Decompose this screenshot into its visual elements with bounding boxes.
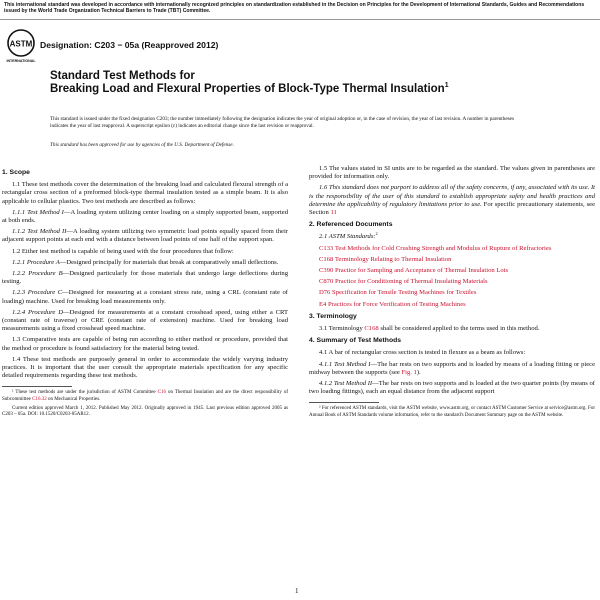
reference-code-link[interactable]: E4	[319, 300, 327, 308]
right-column	[309, 165, 595, 422]
standard-note: This standard is issued under the fixed designation C203; the number immediately following the designation indicates the year of original adoption or, in the case of revision, the year of last revision. A number in parentheses indicates the year of last reapproval. A superscript epsilon (ε) indicates an editorial change since the last revision or reapproval.	[50, 116, 514, 129]
para-1-2-1: 1.2.1 Procedure A—Designed principally for materials that break at comparatively small deflections.	[12, 258, 279, 266]
para-1-6: 1.6 This standard does not purport to address all of the safety concerns, if any, associated with its use. It is the responsibility of the user of this standard to establish appropriate safety and health practices and determine the applicability of regulatory limitations prior to use. For specific precautionary statements, see Section 11	[309, 184, 595, 217]
para-4-1: 4.1 A bar of rectangular cross section is tested in flexure as a beam as follows:	[319, 349, 526, 357]
section-terminology-heading: 3. Terminology	[309, 312, 357, 320]
left-column	[2, 165, 288, 422]
footnote-1-edition: Current edition approved March 1, 2012. Published May 2012. Originally approved in 1945. Last previous edition approved 2005 as C203 – 05a. DOI: 10.1520/C0203-05AR12.	[2, 406, 288, 418]
title-line-1: Standard Test Methods for	[50, 70, 195, 82]
para-1-3: 1.3 Comparative tests are capable of being run according to either method or procedure, provided that the method or procedure is found satisfactory for the material being tested.	[2, 336, 288, 352]
reference-item	[309, 256, 595, 264]
reference-code-link[interactable]: C870	[319, 278, 334, 286]
title-footnote-mark: 1	[444, 82, 449, 90]
title-line-2: Breaking Load and Flexural Properties of Block-Type Thermal Insulation$^1$	[50, 82, 449, 95]
link-c168[interactable]: C168	[364, 325, 379, 333]
para-1-1-2: 1.1.2 Test Method II—A loading system utilizing two symmetric load points equally spaced from their adjacent support points at each end with a distance between load points of one half of the support span.	[2, 228, 288, 244]
document-title	[50, 70, 470, 96]
reference-item	[309, 245, 595, 253]
svg-text:ASTM: ASTM	[9, 39, 33, 49]
para-1-2: 1.2 Either test method is capable of being used with the four procedures that follow:	[12, 247, 234, 255]
para-1-2-4: 1.2.4 Procedure D—Designed for measurements at a constant crosshead speed, using either a CRT (constant rate of traverse) or CRE (constant rate of extension) machine. Used for breaking load measurements using a fixed crosshead speed machine.	[2, 308, 288, 333]
footnote-1: ¹ These test methods are under the jurisdiction of ASTM Committee C16 on Thermal Insulation and are the direct responsibility of Subcommittee C16.32 on Mechanical Properties.	[2, 390, 288, 402]
astm-standards-label: 2.1 ASTM Standards:$^2$	[319, 231, 378, 241]
footnote-divider	[2, 386, 72, 387]
svg-text:INTERNATIONAL: INTERNATIONAL	[6, 59, 36, 63]
reference-title[interactable]: Test Methods for Cold Crushing Strength and Modulus of Rupture of Refractories	[333, 244, 552, 252]
para-4-1-2: 4.1.2 Test Method II—The bar rests on two supports and is loaded at the two quarter points (by means of two loading fittings), each an equal distance from the adjacent support	[309, 380, 595, 396]
link-fig-1[interactable]: Fig. 1	[401, 368, 417, 376]
reference-title[interactable]: Practices for Force Verification of Testing Machines	[326, 300, 466, 308]
reference-title[interactable]: Specification for Tensile Testing Machines for Textiles	[330, 289, 477, 297]
top-notice: This international standard was developed in accordance with internationally recognized principles on standardization established in the Decision on Principles for the Development of International Standards, Guides and Recommendations issued by the World Trade Organization Technical Barriers to Trade (TBT) Committee.	[0, 0, 600, 20]
para-1-1: 1.1 These test methods cover the determination of the breaking load and calculated flexural strength of a rectangular cross section of a preformed block-type thermal insulation tested as a simple beam. It is also applicable to cellular plastics. Two test methods are described as follows:	[2, 181, 288, 205]
reference-title[interactable]: Practice for Conditioning of Thermal Insulating Materials	[333, 278, 488, 286]
section-summary-heading: 4. Summary of Test Methods	[309, 337, 402, 345]
reference-code-link[interactable]: C168	[319, 255, 334, 263]
footnote-divider-right	[309, 402, 379, 403]
footnote-2: ² For referenced ASTM standards, visit the ASTM website, www.astm.org, or contact ASTM Customer Service at service@astm.org. For Annual Book of ASTM Standards volume information, refer to the standard's Document Summary page on the ASTM website.	[309, 406, 595, 418]
para-3-1: 3.1 Terminology C168 shall be considered applied to the terms used in this method.	[319, 325, 540, 333]
reference-code-link[interactable]: C133	[319, 244, 334, 252]
section-references-heading: 2. Referenced Documents	[309, 221, 393, 229]
para-1-2-3: 1.2.3 Procedure C—Designed for measuring at a constant stress rate, using a CRL (constant rate of loading) machine. Used for breaking load measurements only.	[2, 289, 288, 305]
reference-code-link[interactable]: C390	[319, 267, 334, 275]
defense-note: This standard has been approved for use by agencies of the U.S. Department of Defense.	[50, 142, 234, 148]
reference-item	[309, 289, 595, 297]
section-scope-heading: 1. Scope	[2, 169, 30, 176]
reference-title[interactable]: Practice for Sampling and Acceptance of Thermal Insulation Lots	[333, 267, 509, 275]
link-c16-32[interactable]: C16.32	[32, 396, 47, 402]
designation: Designation: C203 − 05a (Reapproved 2012)	[40, 40, 219, 50]
reference-title[interactable]: Terminology Relating to Thermal Insulation	[333, 255, 452, 263]
para-1-2-2: 1.2.2 Procedure B—Designed particularly for those materials that undergo large deflections during testing.	[2, 270, 288, 286]
link-section-11[interactable]: 11	[330, 209, 337, 217]
para-1-5: 1.5 The values stated in SI units are to be regarded as the standard. The values given in parentheses are provided for information only.	[309, 165, 595, 181]
link-c16[interactable]: C16	[157, 390, 166, 396]
para-1-1-1: 1.1.1 Test Method I—A loading system utilizing center loading on a simply supported beam, supported at both ends.	[2, 208, 288, 225]
para-4-1-1: 4.1.1 Test Method I—The bar rests on two supports and is loaded by means of a loading fitting or piece midway between the supports (see Fig. 1).	[309, 360, 595, 376]
page-number: 1	[295, 587, 299, 595]
reference-item	[309, 267, 595, 275]
reference-item	[309, 301, 595, 309]
para-1-4: 1.4 These test methods are purposely general in order to accommodate the widely varying industry practices. It is important that the user consult the appropriate materials specification for any specific detailed requirements regarding these test methods.	[2, 355, 288, 380]
reference-code-link[interactable]: D76	[319, 289, 331, 297]
astm-logo	[6, 28, 36, 64]
reference-list	[309, 245, 595, 309]
reference-item	[309, 278, 595, 286]
